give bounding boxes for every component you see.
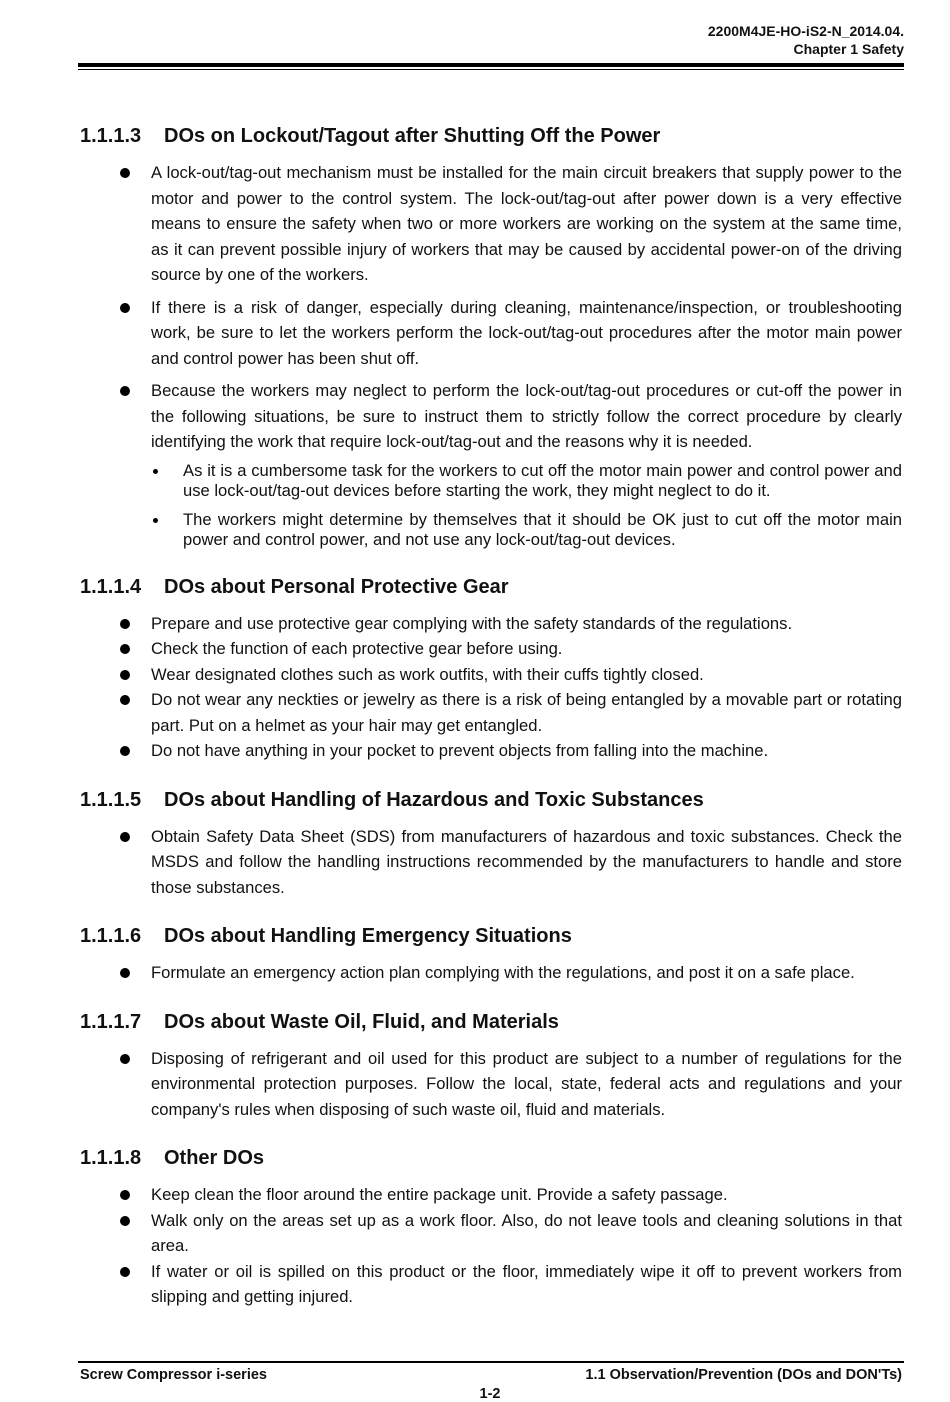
bullet-icon [120, 386, 130, 396]
section-other-dos [80, 1144, 902, 1310]
section-heading [80, 1144, 902, 1172]
footer-rule [78, 1361, 904, 1363]
section-number: 1.1.1.5 [80, 788, 142, 811]
small-bullet-icon [153, 469, 158, 474]
section-waste-oil-fluid [80, 1008, 902, 1123]
list-item-text: If water or oil is spilled on this product or the floor, immediately wipe it off to prevent workers from slipping and getting injured. [151, 1261, 902, 1306]
bullet-icon [120, 670, 130, 680]
bullet-list [80, 611, 902, 764]
bullet-icon [120, 746, 130, 756]
list-item [80, 824, 902, 901]
list-item [80, 295, 902, 372]
bullet-list [80, 1046, 902, 1123]
list-item [80, 1208, 902, 1259]
list-item [80, 636, 902, 662]
bullet-icon [120, 303, 130, 313]
section-lockout-tagout [80, 122, 902, 551]
section-heading [80, 1008, 902, 1036]
list-item-text: Disposing of refrigerant and oil used for this product are subject to a number of regulations for the environmental protection purposes. Follow the local, state, federal acts and regulations and your company's rules when disposing of such waste oil, fluid and materials. [151, 1048, 902, 1119]
list-item [80, 1046, 902, 1123]
bullet-icon [120, 968, 130, 978]
list-item-text: Because the workers may neglect to perform the lock-out/tag-out procedures or cut-off the power in the following situations, be sure to instruct them to strictly follow the correct procedure by clearly identifying the work that require lock-out/tag-out and the reasons why it is needed. [151, 381, 902, 451]
section-title: DOs about Waste Oil, Fluid, and Materials [164, 1010, 559, 1033]
section-emergency-situations [80, 922, 902, 986]
section-heading [80, 922, 902, 950]
list-item-text: A lock-out/tag-out mechanism must be installed for the main circuit breakers that supply power to the motor and power to the control system. The lock-out/tag-out after power down is a very effective means to ensure the safety when two or more workers are working on the system at the same time, as it can prevent possible injury of workers that may be caused by accidental power-on of the driving source by one of the workers. [151, 163, 902, 284]
list-item [80, 960, 902, 986]
bullet-icon [120, 1190, 130, 1200]
bullet-icon [120, 168, 130, 178]
footer-product-name: Screw Compressor i-series [80, 1367, 267, 1383]
section-heading [80, 786, 902, 814]
list-item [80, 611, 902, 637]
header-rule-thin [78, 69, 904, 70]
bullet-icon [120, 695, 130, 705]
bullet-list [80, 160, 902, 551]
bullet-icon [120, 1216, 130, 1226]
bullet-icon [120, 644, 130, 654]
section-number: 1.1.1.3 [80, 125, 142, 147]
list-item [80, 687, 902, 738]
list-item [80, 1182, 902, 1208]
list-item [80, 662, 902, 688]
list-item-text: Formulate an emergency action plan complying with the regulations, and post it on a safe place. [151, 963, 855, 982]
bullet-list [80, 960, 902, 986]
list-item-text: Walk only on the areas set up as a work floor. Also, do not leave tools and cleaning solutions in that area. [151, 1210, 902, 1255]
bullet-icon [120, 619, 130, 629]
list-item-text: Keep clean the floor around the entire package unit. Provide a safety passage. [151, 1185, 728, 1204]
section-personal-protective-gear [80, 573, 902, 764]
section-title: DOs on Lockout/Tagout after Shutting Off the Power [164, 125, 661, 147]
section-number: 1.1.1.4 [80, 575, 142, 598]
document-code: 2200M4JE-HO-iS2-N_2014.04. [707, 23, 904, 39]
list-item-text: Do not have anything in your pocket to prevent objects from falling into the machine. [151, 741, 769, 760]
sub-list-item-text: The workers might determine by themselves that it should be OK just to cut off the motor main power and control power, and not use any lock-out/tag-out devices. [183, 509, 902, 549]
page-header [78, 22, 904, 58]
header-rule-thick [78, 63, 904, 67]
section-title: DOs about Handling Emergency Situations [164, 925, 572, 947]
small-bullet-icon [153, 518, 158, 523]
section-number: 1.1.1.6 [80, 925, 142, 947]
section-title: Other DOs [164, 1147, 265, 1169]
list-item [80, 160, 902, 288]
list-item-text: If there is a risk of danger, especially during cleaning, maintenance/inspection, or troubleshooting work, be sure to let the workers perform the lock-out/tag-out procedures after the motor main power and control power has been shut off. [151, 297, 902, 368]
list-item [80, 738, 902, 764]
sub-bullet-list [151, 461, 902, 551]
section-heading [80, 573, 902, 601]
section-number: 1.1.1.8 [80, 1147, 142, 1169]
section-title: DOs about Personal Protective Gear [164, 575, 509, 598]
chapter-title: Chapter 1 Safety [793, 41, 904, 57]
list-item [80, 378, 902, 551]
sub-list-item-text: As it is a cumbersome task for the workers to cut off the motor main power and control power and use lock-out/tag-out devices before starting the work, they might neglect to do it. [183, 460, 902, 500]
list-item-text: Do not wear any neckties or jewelry as there is a risk of being entangled by a movable part or rotating part. Put on a helmet as your hair may get entangled. [151, 690, 902, 735]
bullet-icon [120, 1054, 130, 1064]
list-item-text: Prepare and use protective gear complying with the safety standards of the regulations. [151, 613, 793, 633]
list-item-text: Obtain Safety Data Sheet (SDS) from manufacturers of hazardous and toxic substances. Check the MSDS and follow the handling instructions recommended by the manufacturers to handle and store those substances. [151, 826, 902, 897]
sub-list-item [151, 461, 902, 502]
section-number: 1.1.1.7 [80, 1010, 142, 1033]
bullet-icon [120, 1267, 130, 1277]
sub-list-item [151, 510, 902, 551]
section-hazardous-substances [80, 786, 902, 901]
footer-section-reference: 1.1 Observation/Prevention (DOs and DON'Ts) [585, 1367, 902, 1383]
list-item-text: Wear designated clothes such as work outfits, with their cuffs tightly closed. [151, 664, 704, 684]
section-title: DOs about Handling of Hazardous and Toxic Substances [164, 788, 704, 811]
bullet-list [80, 1182, 902, 1310]
list-item [80, 1259, 902, 1310]
page-number: 1-2 [479, 1386, 501, 1402]
list-item-text: Check the function of each protective gear before using. [151, 639, 563, 658]
section-heading [80, 122, 902, 150]
bullet-icon [120, 832, 130, 842]
bullet-list [80, 824, 902, 901]
page-content [80, 122, 902, 1310]
